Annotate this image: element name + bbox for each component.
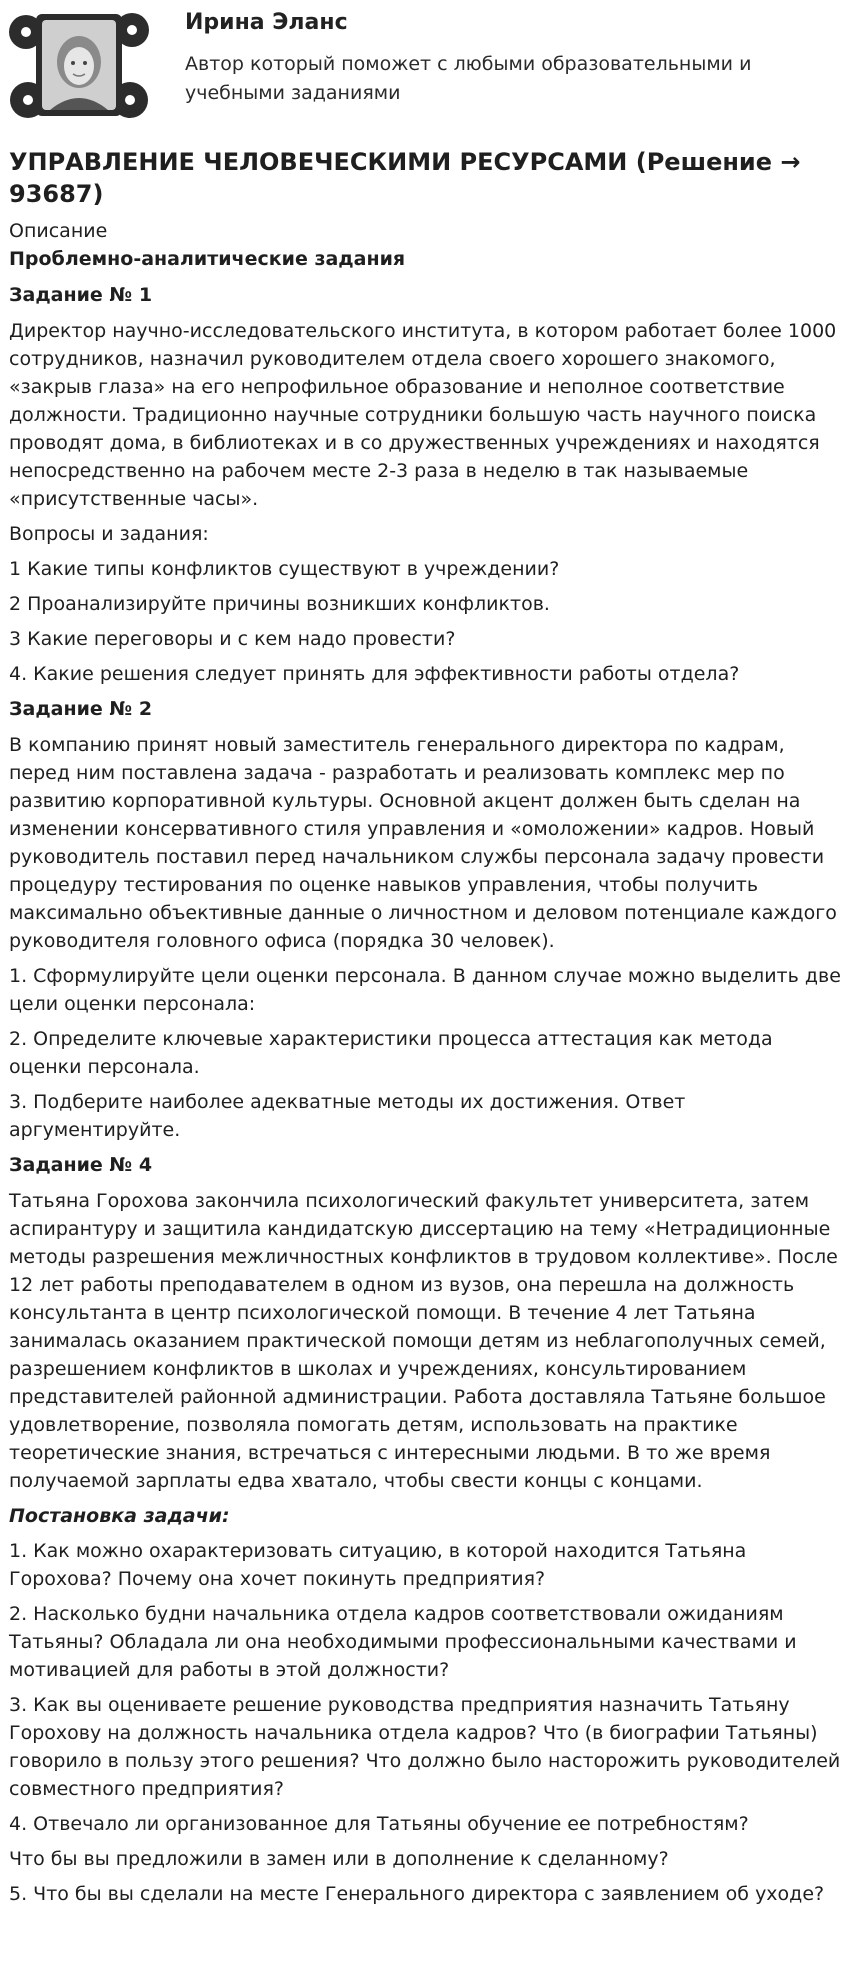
task2-question: 2. Определите ключевые характеристики процесса аттестация как метода оценки персонала. (9, 1028, 773, 1078)
description-label: Описание (9, 220, 108, 242)
task4-problem-label: Постановка задачи: (9, 1505, 230, 1527)
task4-question: 4. Отвечало ли организованное для Татьяны обучение ее потребностям? (9, 1813, 749, 1835)
author-name[interactable]: Ирина Эланс (185, 10, 348, 35)
task2-text: В компанию принят новый заместитель генерального директора по кадрам, перед ним поставлена задача - разработать и реализовать комплекс мер по развитию корпоративной культуры. Основной акцент должен быть сделан на изменении консервативного стиля управления и «омоложении» кадров. Новый руководитель поставил перед начальником службы персонала задачу провести процедуру тестирования по оценке навыков управления, чтобы получить максимально объективные данные о личностном и деловом потенциале каждого руководителя головного офиса (порядка 30 человек). (9, 734, 837, 952)
task4-text: Татьяна Горохова закончила психологический факультет университета, затем аспирантуру и защитила кандидатскую диссертацию на тему «Нетрадиционные методы разрешения межличностных конфликтов в трудовом коллективе». После 12 лет работы преподавателем в одном из вузов, она перешла на должность консультанта в центр психологической помощи. В течение 4 лет Татьяна занималась оказанием практической помощи детям из неблагополучных семей, разрешением конфликтов в школах и учреждениях, консультированием представителей районной администрации. Работа доставляла Татьяне большое удовлетворение, позволяла помогать детям, использовать на практике теоретические знания, встречаться с интересными людьми. В то же время получаемой зарплаты едва хватало, чтобы свести концы с концами. (9, 1190, 838, 1492)
task4-question: 1. Как можно охарактеризовать ситуацию, в которой находится Татьяна Горохова? Почему она хочет покинуть предприятия? (9, 1540, 747, 1590)
task1-question: 2 Проанализируйте причины возникших конфликтов. (9, 593, 550, 615)
task4-question: Что бы вы предложили в замен или в дополнение к сделанному? (9, 1848, 669, 1870)
task1-question: 1 Какие типы конфликтов существуют в учреждении? (9, 558, 560, 580)
task2-heading: Задание № 2 (9, 698, 153, 720)
task4-heading: Задание № 4 (9, 1154, 153, 1176)
section-title: Проблемно-аналитические задания (9, 248, 406, 270)
task1-question: 4. Какие решения следует принять для эффективности работы отдела? (9, 663, 740, 685)
task4-question: 5. Что бы вы сделали на месте Генерального директора с заявлением об уходе? (9, 1883, 825, 1905)
task2-question: 3. Подберите наиболее адекватные методы их достижения. Ответ аргументируйте. (9, 1091, 686, 1141)
document-title: УПРАВЛЕНИЕ ЧЕЛОВЕЧЕСКИМИ РЕСУРСАМИ (Решение → 93687) (9, 148, 801, 208)
task1-heading: Задание № 1 (9, 284, 153, 306)
task4-question: 3. Как вы оцениваете решение руководства предприятия назначить Татьяну Горохову на должность начальника отдела кадров? Что (в биографии Татьяны) говорило в пользу этого решения? Что должно было насторожить руководителей совместного предприятия? (9, 1694, 841, 1800)
task4-question: 2. Насколько будни начальника отдела кадров соответствовали ожиданиям Татьяны? Обладала ли она необходимыми профессиональными качествами и мотивацией для работы в этой должности? (9, 1603, 797, 1681)
document-content (9, 146, 841, 1915)
task2-question: 1. Сформулируйте цели оценки персонала. В данном случае можно выделить две цели оценки персонала: (9, 965, 841, 1015)
author-header (0, 0, 847, 130)
task1-questions-label: Вопросы и задания: (9, 523, 209, 545)
task1-question: 3 Какие переговоры и с кем надо провести? (9, 628, 456, 650)
author-avatar[interactable] (6, 6, 152, 124)
task1-text: Директор научно-исследовательского института, в котором работает более 1000 сотрудников, назначил руководителем отдела своего хорошего знакомого, «закрыв глаза» на его непрофильное образование и неполное соответствие должности. Традиционно научные сотрудники большую часть научного поиска проводят дома, в библиотеках и в со дружественных учреждениях и находятся непосредственно на рабочем месте 2-3 раза в неделю в так называемые «присутственные часы». (9, 320, 837, 510)
author-description: Автор который поможет с любыми образовательными и учебными заданиями (185, 53, 752, 104)
